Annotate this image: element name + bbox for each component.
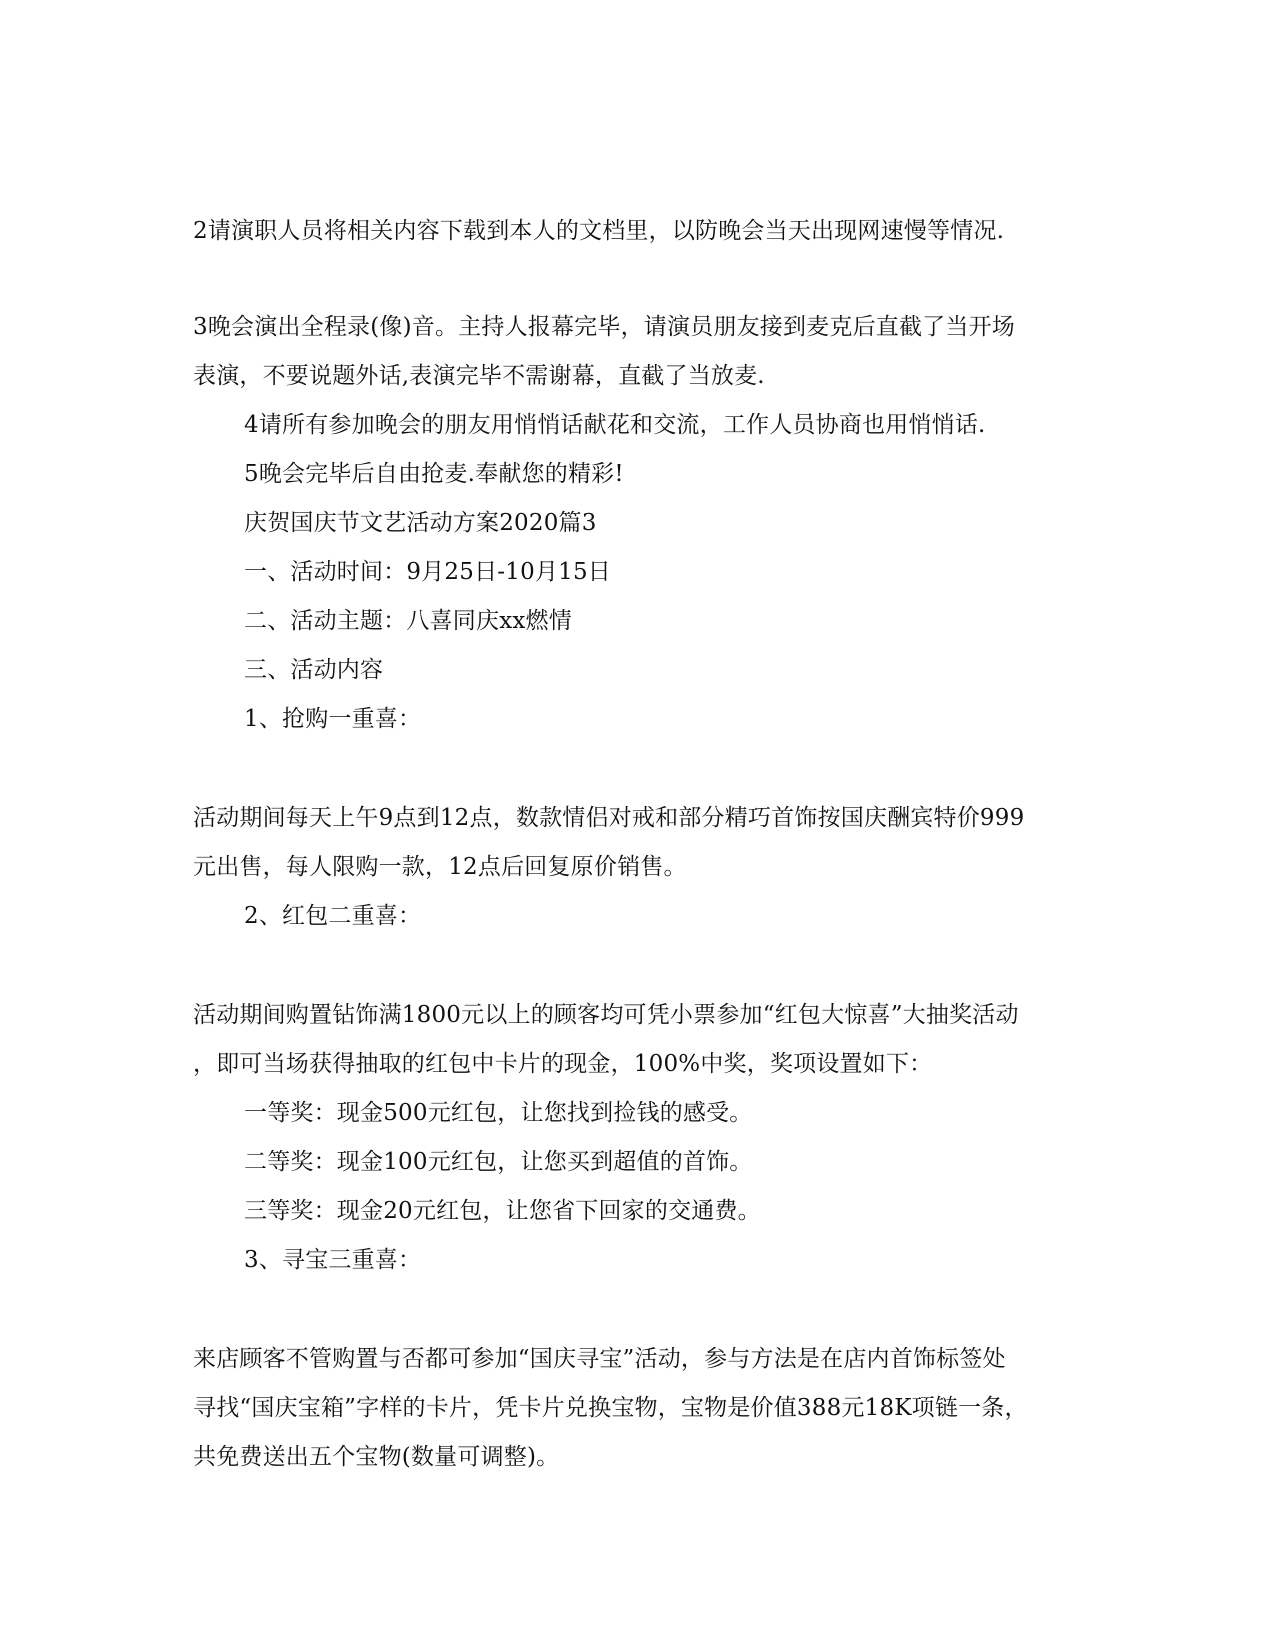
paragraph-line: 元出售，每人限购一款，12点后回复原价销售。 [193, 854, 687, 880]
paragraph-line: 4请所有参加晚会的朋友用悄悄话献花和交流，工作人员协商也用悄悄话. [244, 412, 986, 438]
paragraph-line: 活动期间每天上午9点到12点，数款情侣对戒和部分精巧首饰按国庆酬宾特价999 [193, 805, 1025, 831]
paragraph-line: 活动期间购置钻饰满1800元以上的顾客均可凭小票参加“红包大惊喜”大抽奖活动 [193, 1002, 1019, 1028]
prize-line: 一等奖：现金500元红包，让您找到捡钱的感受。 [244, 1100, 753, 1126]
paragraph-line: 表演，不要说题外话,表演完毕不需谢幕，直截了当放麦. [193, 363, 765, 389]
paragraph-line: 共免费送出五个宝物(数量可调整)。 [193, 1444, 560, 1470]
item-heading: 3、寻宝三重喜： [244, 1247, 422, 1273]
paragraph-line: 寻找“国庆宝箱”字样的卡片，凭卡片兑换宝物，宝物是价值388元18K项链一条， [193, 1395, 1028, 1421]
paragraph-line: 5晚会完毕后自由抢麦.奉献您的精彩! [244, 461, 624, 487]
activity-time: 一、活动时间：9月25日-10月15日 [244, 559, 612, 585]
paragraph-line: 3晚会演出全程录(像)音。主持人报幕完毕，请演员朋友接到麦克后直截了当开场 [193, 314, 1015, 340]
paragraph-line: 2请演职人员将相关内容下载到本人的文档里，以防晚会当天出现网速慢等情况. [193, 218, 1005, 244]
section-title: 庆贺国庆节文艺活动方案2020篇3 [244, 510, 597, 536]
prize-line: 二等奖：现金100元红包，让您买到超值的首饰。 [244, 1149, 753, 1175]
paragraph-line: 来店顾客不管购置与否都可参加“国庆寻宝”活动，参与方法是在店内首饰标签处 [193, 1346, 1006, 1372]
prize-line: 三等奖：现金20元红包，让您省下回家的交通费。 [244, 1198, 761, 1224]
activity-content-heading: 三、活动内容 [244, 657, 384, 683]
item-heading: 2、红包二重喜： [244, 903, 422, 929]
activity-theme: 二、活动主题：八喜同庆xx燃情 [244, 608, 572, 634]
item-heading: 1、抢购一重喜： [244, 706, 422, 732]
paragraph-line: ，即可当场获得抽取的红包中卡片的现金，100%中奖，奖项设置如下： [193, 1051, 933, 1077]
